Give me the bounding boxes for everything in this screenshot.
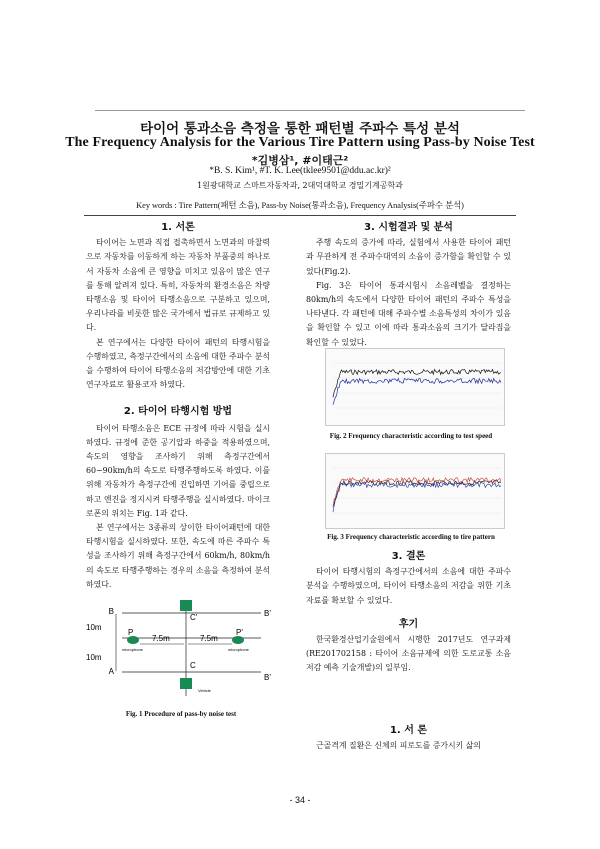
- vehicle-box-top: [180, 600, 192, 611]
- label-p: P: [128, 628, 134, 637]
- vehicle-box-bottom: [180, 678, 192, 689]
- microphone-right-icon: [232, 636, 244, 644]
- authors-korean: *김병삼¹, #이태근²: [251, 154, 349, 167]
- fig3-caption: Fig. 3 Frequency characteristic according to tire pattern: [327, 533, 495, 541]
- section-2-paragraph-2: 본 연구에서는 3종류의 상이한 타이어패턴에 대한 타행시험을 실시하였다. 또한, 속도에 따른 주파수 특성을 조사하기 위해 측정구간에서 60km/h, 80km/h의 속도로 타행주행하는 경우의 소음을 측정하여 분석하였다.: [86, 523, 270, 589]
- top-rule: [95, 110, 525, 111]
- dist-10m-bottom: 10m: [86, 653, 102, 662]
- acknowledgement-heading: 후기: [398, 618, 419, 630]
- section-1-paragraph-1: 타이어는 노면과 직접 접촉하면서 노면과의 마찰력으로 자동차를 이동하게 하는 자동차 부품중의 하나로서 자동차 소음에 큰 영향을 미치고 있음이 많은 연구를 통해 알려져 있다. 특히, 자동차의 환경소음은 차량 타행소음 및 타이어 타행소음으로 구분하고 있으며, 우리나라를 비롯한 많은 국가에서 법규로 규제하고 있다.: [86, 238, 270, 333]
- next-paper-heading: 1. 서 론: [389, 724, 428, 736]
- header-separator: [84, 215, 516, 216]
- label-b-prime: B': [264, 609, 271, 618]
- fig3-frame: [326, 454, 505, 529]
- vehicle-label: Vehicle: [198, 688, 211, 693]
- label-p-prime: P': [236, 628, 243, 637]
- dist-10m-top: 10m: [86, 623, 102, 632]
- section-3-paragraph-1: 주행 속도의 증가에 따라, 실험에서 사용한 타이어 패턴과 무관하게 전 주파수대역의 소음이 증가함을 확인할 수 있었다(Fig.2).: [306, 238, 511, 276]
- conclusion-paragraph: 타이어 타행시험의 측정구간에서의 소음에 대한 주파수분석을 수행하였으며, 타이어 타행소음의 저감을 위한 기초자료를 확보할 수 있었다.: [306, 567, 511, 605]
- section-1-paragraph-2: 본 연구에서는 다양한 타이어 패턴의 타행시험을 수행하였고, 측정구간에서의 소음에 대한 주파수 분석을 수행하여 타이어 타행소음의 저감방안에 대한 기초연구자료로 활용코자 하였다.: [86, 337, 270, 390]
- fig2-plot: [325, 348, 505, 426]
- fig2-frame: [326, 349, 505, 426]
- pass-by-test-diagram: [86, 600, 276, 700]
- fig3-plot: [325, 453, 505, 529]
- microphone-left-icon: [127, 636, 139, 644]
- section-3-heading: 3. 시험결과 및 분석: [364, 222, 453, 233]
- left-column: [86, 219, 270, 592]
- dist-left: 7.5m: [152, 634, 170, 643]
- section-3-paragraph-2: Fig. 3은 타이어 통과시험시 소음레벨을 결정하는 80km/h의 속도에서 다양한 타이어 패턴의 주파수 특성을 나타낸다. 각 패턴에 대해 주파수별 소음특성의 차이가 있음을 확인할 수 있고 이에 따라 통과소음의 크기가 달라짐을 확인할 수 있었다.: [306, 280, 511, 347]
- fig1-caption: Fig. 1 Procedure of pass-by noise test: [125, 710, 237, 718]
- label-c-prime: C': [190, 613, 198, 622]
- fig2-caption: Fig. 2 Frequency characteristic according to test speed: [329, 432, 493, 440]
- section-2-heading: 2. 타이어 타행시험 방법: [123, 406, 233, 418]
- right-column-top: [306, 219, 511, 350]
- keywords: Key words : Tire Pattern(패턴 소음), Pass-by Noise(통과소음), Frequency Analysis(주파수 분석): [136, 201, 464, 210]
- mic-left-label: microphone: [122, 647, 143, 652]
- label-c: C: [190, 661, 196, 670]
- section-1-heading: 1. 서론: [161, 222, 195, 233]
- acknowledgement-paragraph: 한국환경산업기술원에서 시행한 2017년도 연구과제(RE201702158 : 타이어 소음규제에 의한 도로교통 소음 저감 예측 기술개발)의 일부임.: [306, 635, 511, 673]
- dist-right: 7.5m: [200, 634, 218, 643]
- authors-english: *B. S. Kim¹, #T. K. Lee(tklee9501@ddu.ac.kr)²: [209, 166, 391, 176]
- page-number: - 34 -: [289, 795, 311, 805]
- mic-right-label: microphone: [228, 647, 249, 652]
- affiliation: 1원광대학교 스마트자동차과, 2대덕대학교 경밀기계공학과: [197, 181, 403, 190]
- label-a: A: [108, 667, 114, 676]
- right-column-bottom: [306, 550, 511, 753]
- label-b-prime-bottom: B': [264, 673, 271, 682]
- next-paper-paragraph: 근골격계 질환은 신체의 피로도를 증가시키 삶의: [316, 740, 481, 750]
- section-2-paragraph-1: 타이어 타행소음은 ECE 규정에 따라 시험을 실시하였다. 규정에 준한 공기압과 하중을 적용하였으며, 속도의 영향을 조사하기 위해 측정구간에서 60~90km/h의 속도로 타행주행하도록 하였다. 이를 위해 자동차가 측정구간에 진입하면 기어를 중립으로 하고 엔진을 정지시켜 타행주행을 실시하였다. 마이크로폰의 위치는 Fig. 1과 같다.: [86, 423, 270, 518]
- paper-title-english: The Frequency Analysis for the Various Tire Pattern using Pass-by Noise Test: [65, 135, 535, 150]
- label-b: B: [108, 607, 114, 616]
- paper-title-korean: 타이어 통과소음 측정을 통한 패턴별 주파수 특성 분석: [140, 121, 460, 137]
- conclusion-heading: 3. 결론: [391, 551, 426, 562]
